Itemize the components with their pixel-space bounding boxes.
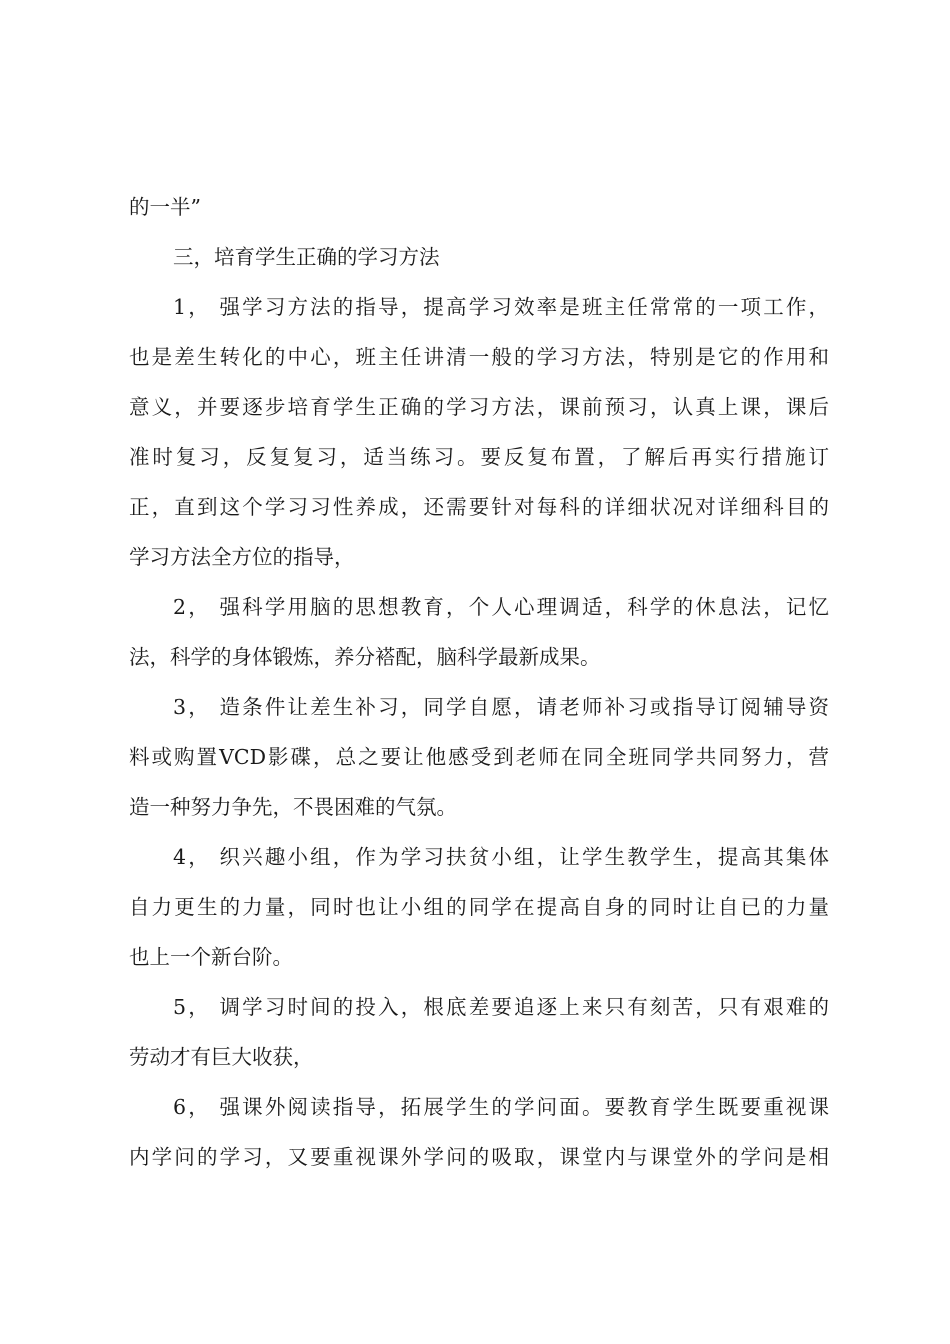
text-line: 正，直到这个学习习性养成，还需要针对每科的详细状况对详细科目的 [129,495,829,519]
text-line: 法，科学的身体锻炼，养分褡配，脑科学最新成果。 [129,645,601,669]
text-line: 内学问的学习，又要重视课外学问的吸取，课堂内与课堂外的学问是相 [129,1145,829,1169]
list-item-1-line: 1， 强学习方法的指导，提高学习效率是班主任常常的一项工作， [173,295,829,319]
list-item-5-line: 5， 调学习时间的投入，根底差要追逐上来只有刻苦，只有艰难的 [173,995,829,1019]
list-item-4-line: 4， 织兴趣小组，作为学习扶贫小组，让学生教学生，提高其集体 [173,845,829,869]
list-item-2-line: 2， 强科学用脑的思想教育，个人心理调适，科学的休息法，记忆 [173,595,829,619]
body-text [129,182,829,1182]
text-line: 也上一个新台阶。 [129,945,293,969]
list-item-3-line: 3， 造条件让差生补习，同学自愿，请老师补习或指导订阅辅导资 [173,695,829,719]
text-line: 学习方法全方位的指导， [129,545,355,569]
section-heading: 三，培育学生正确的学习方法 [173,245,440,269]
list-item-6-line: 6， 强课外阅读指导，拓展学生的学问面。要教育学生既要重视课 [173,1095,829,1119]
text-line: 的一半” [129,195,201,219]
text-line: 也是差生转化的中心，班主任讲清一般的学习方法，特别是它的作用和 [129,345,829,369]
text-line: 准时复习，反复复习，适当练习。要反复布置，了解后再实行措施订 [129,445,829,469]
text-line: 自力更生的力量，同时也让小组的同学在提高自身的同时让自已的力量 [129,895,829,919]
text-line: 意义，并要逐步培育学生正确的学习方法，课前预习，认真上课，课后 [129,395,829,419]
text-line: 劳动才有巨大收获， [129,1045,314,1069]
text-line: 造一种努力争先，不畏困难的气氛。 [129,795,457,819]
text-line: 料或购置VCD影碟，总之要让他感受到老师在同全班同学共同努力，营 [129,745,829,769]
